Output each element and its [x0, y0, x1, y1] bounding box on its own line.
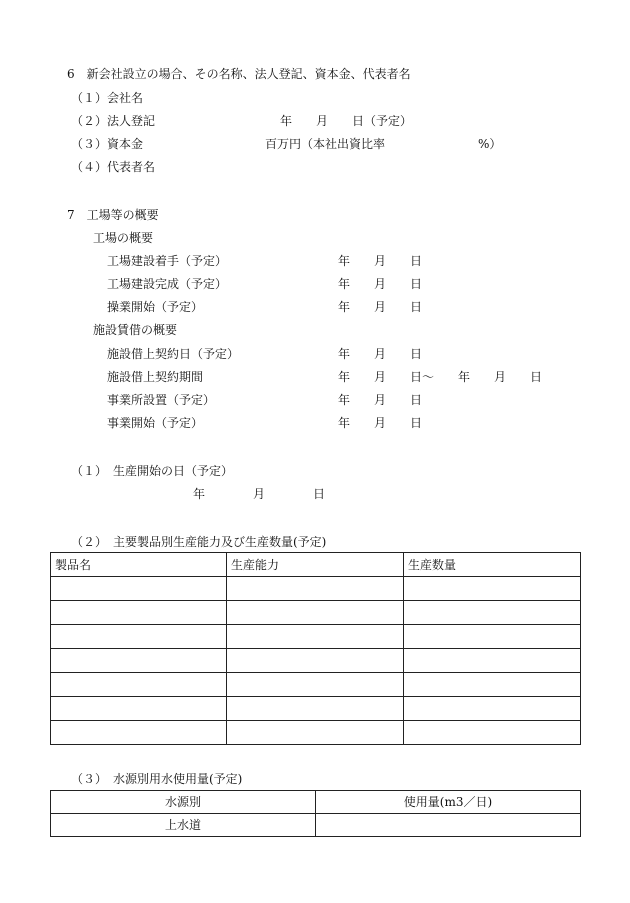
table-cell[interactable]	[404, 577, 581, 601]
capital-detail: 百万円（本社出資比率	[265, 137, 386, 151]
water-usage-header: 使用量(m3／日)	[316, 791, 581, 814]
capital-percent: %）	[478, 137, 502, 151]
capital-label: （３）資本金	[71, 137, 144, 151]
table-cell[interactable]	[404, 721, 581, 745]
table-cell[interactable]	[227, 721, 404, 745]
table-row	[51, 601, 581, 625]
lease-row-date: 年 月 日	[338, 393, 423, 407]
table-cell[interactable]	[404, 649, 581, 673]
table-cell[interactable]	[227, 673, 404, 697]
table-row	[51, 814, 581, 837]
factory-row-date: 年 月 日	[338, 277, 423, 291]
table-cell[interactable]	[51, 649, 227, 673]
production-start-date: 年 月 日	[193, 487, 326, 501]
legal-registration-label: （２）法人登記	[71, 114, 156, 128]
table-cell[interactable]	[51, 697, 227, 721]
table-cell[interactable]	[227, 601, 404, 625]
water-source-header: 水源別	[51, 791, 316, 814]
table-row	[51, 673, 581, 697]
table-row	[51, 577, 581, 601]
table-cell[interactable]	[227, 577, 404, 601]
table-header-row	[51, 791, 581, 814]
capacity-header: 生産能力	[227, 553, 404, 577]
factory-row-label: 操業開始（予定）	[107, 300, 204, 314]
table-row	[51, 649, 581, 673]
water-usage-cell[interactable]	[316, 814, 581, 837]
table-cell[interactable]	[404, 601, 581, 625]
factory-row-label: 工場建設完成（予定）	[107, 277, 228, 291]
table-header-row	[51, 553, 581, 577]
factory-row-date: 年 月 日	[338, 254, 423, 268]
product-name-header: 製品名	[51, 553, 227, 577]
water-source-cell: 上水道	[51, 814, 316, 837]
table-cell[interactable]	[51, 625, 227, 649]
company-name-label: （１）会社名	[71, 91, 144, 105]
table-cell[interactable]	[51, 721, 227, 745]
section-6-heading: 6 新会社設立の場合、その名称、法人登記、資本金、代表者名	[67, 67, 411, 81]
table-cell[interactable]	[227, 649, 404, 673]
products-table	[50, 552, 581, 745]
section-7-heading: 7 工場等の概要	[67, 208, 159, 222]
table-cell[interactable]	[404, 625, 581, 649]
table-cell[interactable]	[227, 625, 404, 649]
legal-registration-date: 年 月 日（予定）	[280, 114, 413, 128]
representative-label: （４）代表者名	[71, 160, 156, 174]
lease-row-label: 事業所設置（予定）	[107, 393, 216, 407]
table-cell[interactable]	[51, 673, 227, 697]
table-cell[interactable]	[404, 673, 581, 697]
quantity-header: 生産数量	[404, 553, 581, 577]
table-cell[interactable]	[51, 601, 227, 625]
lease-row-label: 事業開始（予定）	[107, 416, 204, 430]
water-table	[50, 790, 581, 837]
table-cell[interactable]	[51, 577, 227, 601]
lease-row-date: 年 月 日～ 年 月 日	[338, 370, 543, 384]
table-row	[51, 721, 581, 745]
table-row	[51, 625, 581, 649]
lease-row-date: 年 月 日	[338, 416, 423, 430]
lease-row-label: 施設借上契約日（予定）	[107, 347, 240, 361]
lease-overview-heading: 施設賃借の概要	[93, 323, 178, 337]
products-heading: （２） 主要製品別生産能力及び生産数量(予定)	[71, 535, 327, 549]
table-cell[interactable]	[404, 697, 581, 721]
table-row	[51, 697, 581, 721]
factory-row-date: 年 月 日	[338, 300, 423, 314]
production-start-heading: （１） 生産開始の日（予定）	[71, 464, 234, 478]
factory-overview-heading: 工場の概要	[93, 231, 154, 245]
lease-row-label: 施設借上契約期間	[107, 370, 204, 384]
water-heading: （３） 水源別用水使用量(予定)	[71, 772, 243, 786]
lease-row-date: 年 月 日	[338, 347, 423, 361]
table-cell[interactable]	[227, 697, 404, 721]
factory-row-label: 工場建設着手（予定）	[107, 254, 228, 268]
